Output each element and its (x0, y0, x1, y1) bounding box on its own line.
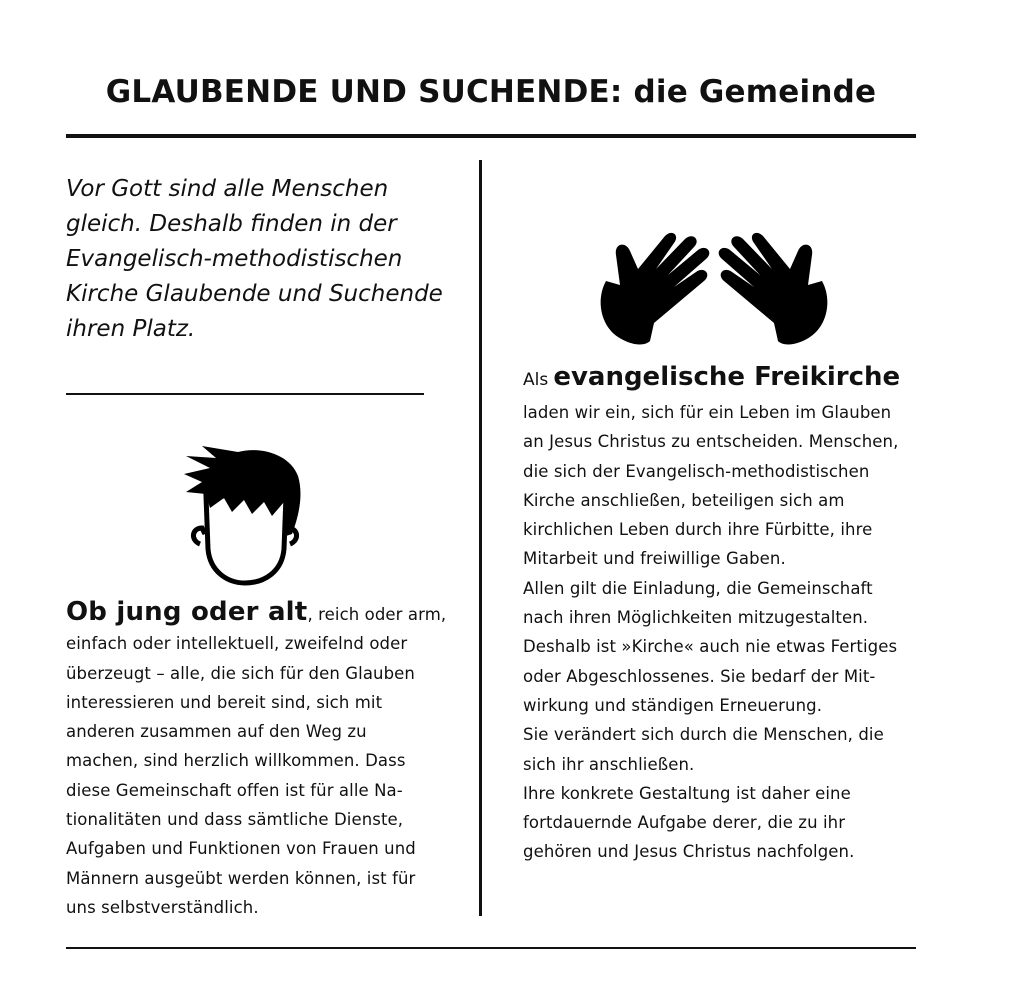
left-lead-rest: , reich oder arm, (307, 605, 447, 624)
top-rule (66, 134, 916, 138)
left-line: überzeugt – alle, die sich für den Glauben (66, 663, 415, 683)
right-line: an Jesus Christus zu entscheiden. Menschen, (523, 432, 899, 452)
intro-line: Kirche Glaubende und Suchende (66, 281, 443, 307)
right-line: sich ihr anschließen. (523, 754, 695, 774)
right-heading-small: Als (523, 370, 549, 390)
intro-line: Vor Gott sind alle Menschen (66, 176, 389, 202)
faceless-person-icon (180, 444, 310, 588)
right-line: Sie verändert sich durch die Menschen, die (523, 725, 884, 745)
hands-roof-icon (594, 229, 834, 347)
right-line: fortdauernde Aufgabe derer, die zu ihr (523, 813, 846, 833)
right-line: laden wir ein, sich für ein Leben im Glauben (523, 403, 892, 422)
intro-line: Evangelisch-methodistischen (66, 246, 403, 272)
right-line: Ihre konkrete Gestaltung ist daher eine (523, 783, 851, 803)
right-line: Kirche anschließen, beteiligen sich am (523, 490, 845, 510)
left-line: machen, sind herzlich willkommen. Dass (66, 751, 406, 771)
left-line: uns selbstverständlich. (66, 897, 259, 917)
right-line: wirkung und ständigen Erneuerung. (523, 695, 823, 715)
right-line: die sich der Evangelisch-methodistischen (523, 461, 870, 481)
right-heading-big: evangelische Freikirche (553, 362, 901, 392)
left-line: diese Gemeinschaft offen ist für alle Na- (66, 780, 403, 800)
right-heading (523, 362, 923, 392)
right-column-text (523, 398, 933, 867)
left-lead-line (66, 598, 456, 629)
left-line: einfach oder intellektuell, zweifelnd oder (66, 634, 408, 654)
left-column-text (66, 598, 456, 922)
intro-text (66, 172, 466, 347)
intro-rule (66, 393, 424, 395)
right-line: kirchlichen Leben durch ihre Fürbitte, ihre (523, 520, 873, 540)
column-divider (479, 160, 482, 916)
right-line: Deshalb ist »Kirche« auch nie etwas Fertiges (523, 637, 898, 657)
page-title: GLAUBENDE UND SUCHENDE: die Gemeinde (105, 74, 877, 110)
right-line: Mitarbeit und freiwillige Gaben. (523, 549, 786, 569)
intro-line: gleich. Deshalb finden in der (66, 211, 397, 237)
intro-line: ihren Platz. (66, 316, 196, 342)
right-line: gehören und Jesus Christus nachfolgen. (523, 842, 855, 862)
left-line: Aufgaben und Funktionen von Frauen und (66, 839, 416, 859)
bottom-rule (66, 947, 916, 949)
right-line: Allen gilt die Einladung, die Gemeinschaft (523, 578, 873, 598)
left-line: anderen zusammen auf den Weg zu (66, 722, 367, 742)
left-lead-bold: Ob jung oder alt (66, 597, 308, 627)
left-line: interessieren und bereit sind, sich mit (66, 692, 383, 712)
left-line: Männern ausgeübt werden können, ist für (66, 868, 416, 888)
right-line: nach ihren Möglichkeiten mitzugestalten. (523, 608, 869, 628)
left-line: tionalitäten und dass sämtliche Dienste, (66, 810, 404, 830)
right-line: oder Abgeschlossenes. Sie bedarf der Mit- (523, 666, 876, 686)
